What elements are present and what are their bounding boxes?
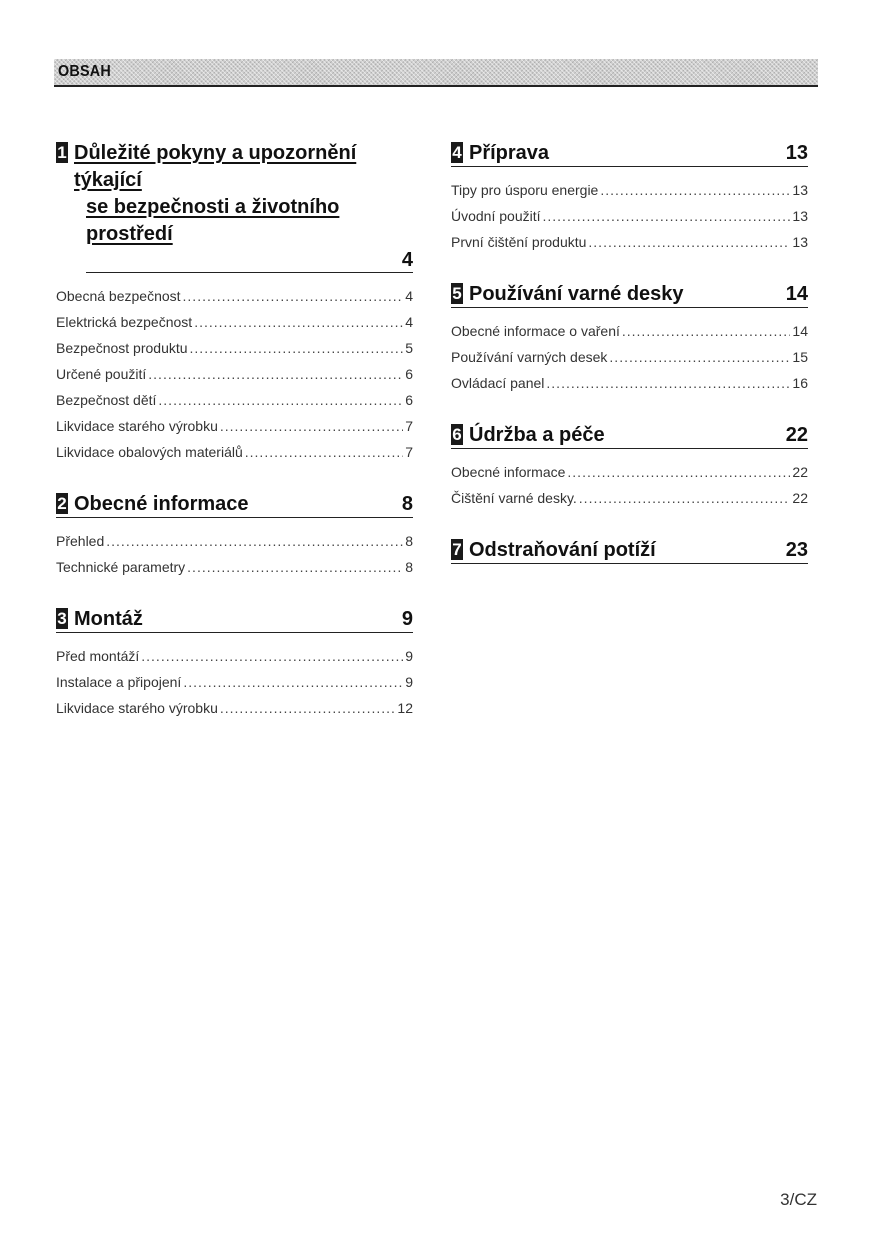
toc-entry-label: Bezpečnost produktu bbox=[56, 340, 188, 356]
section-title: Používání varné desky bbox=[469, 283, 684, 305]
dot-leader bbox=[546, 370, 790, 396]
toc-entry[interactable] bbox=[56, 669, 413, 695]
dot-leader bbox=[183, 283, 404, 309]
toc-entry-page: 7 bbox=[405, 444, 413, 460]
section-page-number: 8 bbox=[401, 493, 413, 515]
toc-entry-label: Používání varných desek bbox=[451, 349, 608, 365]
toc-section-2 bbox=[56, 491, 413, 580]
dot-leader bbox=[158, 387, 403, 413]
section-title: Montáž bbox=[74, 608, 143, 630]
toc-entry-label: Bezpečnost dětí bbox=[56, 392, 157, 408]
section-title: Příprava bbox=[469, 142, 550, 164]
toc-entry-page: 5 bbox=[405, 340, 413, 356]
toc-entry-page: 16 bbox=[792, 375, 808, 391]
toc-section-7 bbox=[451, 537, 808, 564]
section-page-number: 22 bbox=[785, 424, 808, 446]
toc-entry-label: Obecné informace o vaření bbox=[451, 323, 620, 339]
section-5-heading[interactable] bbox=[451, 281, 808, 308]
section-number-badge: 7 bbox=[452, 540, 462, 559]
toc-entry-label: Obecné informace bbox=[451, 464, 566, 480]
dot-leader bbox=[220, 695, 396, 721]
section-page-number: 4 bbox=[86, 248, 413, 273]
toc-entry-label: Likvidace starého výrobku bbox=[56, 700, 218, 716]
section-6-heading[interactable] bbox=[451, 422, 808, 449]
toc-entry[interactable] bbox=[451, 229, 808, 255]
toc-entry[interactable] bbox=[451, 203, 808, 229]
section-title: Údržba a péče bbox=[469, 424, 605, 446]
toc-entry-page: 13 bbox=[792, 208, 808, 224]
toc-entry[interactable] bbox=[56, 528, 413, 554]
section-number-badge: 4 bbox=[452, 143, 462, 162]
toc-entry-label: Elektrická bezpečnost bbox=[56, 314, 193, 330]
toc-entry[interactable] bbox=[56, 361, 413, 387]
toc-entry-label: Před montáží bbox=[56, 648, 140, 664]
dot-leader bbox=[141, 643, 403, 669]
section-2-heading[interactable] bbox=[56, 491, 413, 518]
header-title: OBSAH bbox=[58, 63, 111, 80]
toc-entry[interactable] bbox=[451, 344, 808, 370]
toc-entry-page: 14 bbox=[792, 323, 808, 339]
dot-leader bbox=[543, 203, 791, 229]
toc-entry-label: Tipy pro úsporu energie bbox=[451, 182, 599, 198]
toc-entry[interactable] bbox=[451, 459, 808, 485]
dot-leader bbox=[567, 459, 790, 485]
toc-entry-label: Obecná bezpečnost bbox=[56, 288, 181, 304]
dot-leader bbox=[194, 309, 403, 335]
dot-leader bbox=[148, 361, 403, 387]
section-7-heading[interactable] bbox=[451, 537, 808, 564]
toc-entry-page: 22 bbox=[792, 464, 808, 480]
section-title-line2: se bezpečnosti a životního prostředí bbox=[86, 196, 340, 245]
header-bar bbox=[54, 59, 818, 87]
toc-entry-label: Technické parametry bbox=[56, 559, 186, 575]
toc-entry[interactable] bbox=[56, 643, 413, 669]
toc-entry[interactable] bbox=[56, 439, 413, 465]
toc-entry-label: Instalace a připojení bbox=[56, 674, 182, 690]
toc-entry-page: 15 bbox=[792, 349, 808, 365]
toc-section-1 bbox=[56, 140, 413, 465]
dot-leader bbox=[187, 554, 403, 580]
dot-leader bbox=[106, 528, 403, 554]
section-number-badge: 6 bbox=[452, 425, 462, 444]
toc-entry[interactable] bbox=[56, 695, 413, 721]
toc-entry-label: Úvodní použití bbox=[451, 208, 541, 224]
toc-entry[interactable] bbox=[56, 309, 413, 335]
toc-entry-page: 8 bbox=[405, 533, 413, 549]
toc-entry[interactable] bbox=[451, 485, 808, 511]
section-page-number: 13 bbox=[785, 142, 808, 164]
toc-entry[interactable] bbox=[56, 387, 413, 413]
toc-section-5 bbox=[451, 281, 808, 396]
toc-entry[interactable] bbox=[451, 370, 808, 396]
toc-column-right bbox=[451, 140, 808, 590]
dot-leader bbox=[190, 335, 404, 361]
section-4-heading[interactable] bbox=[451, 140, 808, 167]
toc-entry-page: 22 bbox=[792, 490, 808, 506]
toc-section-3 bbox=[56, 606, 413, 721]
section-title: Obecné informace bbox=[74, 493, 249, 515]
toc-entry-page: 4 bbox=[405, 288, 413, 304]
toc-entry-label: Likvidace obalových materiálů bbox=[56, 444, 243, 460]
toc-entry-page: 9 bbox=[405, 648, 413, 664]
toc-entry-page: 8 bbox=[405, 559, 413, 575]
toc-entry-label: První čištění produktu bbox=[451, 234, 587, 250]
toc-section-6 bbox=[451, 422, 808, 511]
toc-entry-page: 13 bbox=[792, 234, 808, 250]
toc-entry-page: 9 bbox=[405, 674, 413, 690]
dot-leader bbox=[622, 318, 791, 344]
toc-entry-page: 4 bbox=[405, 314, 413, 330]
toc-entry[interactable] bbox=[451, 318, 808, 344]
toc-entry[interactable] bbox=[56, 283, 413, 309]
toc-entry-page: 13 bbox=[792, 182, 808, 198]
toc-entry[interactable] bbox=[56, 554, 413, 580]
section-number-badge: 2 bbox=[57, 494, 67, 513]
toc-entry[interactable] bbox=[56, 335, 413, 361]
section-1-heading[interactable] bbox=[56, 140, 413, 273]
toc-entry[interactable] bbox=[56, 413, 413, 439]
toc-entry-page: 7 bbox=[405, 418, 413, 434]
toc-entry-label: Určené použití bbox=[56, 366, 147, 382]
section-page-number: 9 bbox=[401, 608, 413, 630]
toc-entry-label: Přehled bbox=[56, 533, 105, 549]
section-page-number: 23 bbox=[785, 539, 808, 561]
dot-leader bbox=[600, 177, 790, 203]
dot-leader bbox=[579, 485, 791, 511]
dot-leader bbox=[245, 439, 403, 465]
toc-entry[interactable] bbox=[451, 177, 808, 203]
toc-entry-label: Čištění varné desky. bbox=[451, 490, 577, 506]
dot-leader bbox=[183, 669, 403, 695]
section-title-line1: Důležité pokyny a upozornění týkající bbox=[74, 142, 357, 191]
toc-column-left bbox=[56, 140, 413, 747]
page-number: 3/CZ bbox=[780, 1190, 817, 1209]
toc-section-4 bbox=[451, 140, 808, 255]
toc-entry-page: 12 bbox=[397, 700, 413, 716]
section-number-badge: 5 bbox=[452, 284, 462, 303]
toc-entry-page: 6 bbox=[405, 392, 413, 408]
section-number-badge: 3 bbox=[57, 609, 67, 628]
dot-leader bbox=[220, 413, 403, 439]
section-title: Odstraňování potíží bbox=[469, 539, 656, 561]
toc-entry-label: Ovládací panel bbox=[451, 375, 545, 391]
dot-leader bbox=[588, 229, 790, 255]
toc-entry-page: 6 bbox=[405, 366, 413, 382]
dot-leader bbox=[609, 344, 790, 370]
section-number-badge: 1 bbox=[57, 143, 67, 162]
section-page-number: 14 bbox=[785, 283, 808, 305]
toc-entry-label: Likvidace starého výrobku bbox=[56, 418, 218, 434]
section-3-heading[interactable] bbox=[56, 606, 413, 633]
